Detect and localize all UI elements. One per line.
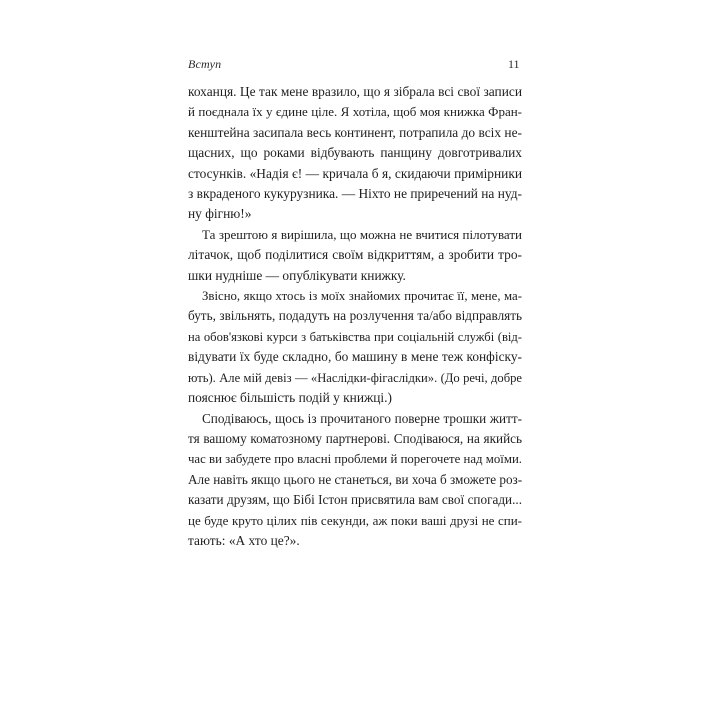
text-line: Сподіваюсь, щось із прочитаного поверне трошки житт- — [202, 410, 522, 426]
text-line: буть, звільнять, подадуть на розлучення та/або відправлять — [188, 308, 522, 324]
text-line: з вкраденого кукурузника. — Ніхто не приречений на нуд- — [188, 186, 522, 202]
text-line: тя вашому коматозному партнерові. Сподіваюся, на якийсь — [188, 430, 522, 446]
text-line: пояснює більшість подій у книжці.) — [188, 390, 392, 406]
paragraph — [188, 409, 522, 552]
text-line: Та зрештою я вирішила, що можна не вчитися пілотувати — [202, 226, 522, 242]
text-line: стосунків. «Надія є! — кричала б я, скидаючи примірники — [188, 165, 522, 181]
paragraph — [188, 82, 522, 225]
running-head: Вступ — [188, 57, 222, 71]
text-line: час ви забудете про власні проблеми й порегочете над моїми. — [188, 452, 522, 467]
text-line: на обов'язкові курси з батьківства при соціальній службі (від- — [188, 329, 522, 344]
text-line: коханця. Це так мене вразило, що я зібрала всі свої записи — [188, 84, 522, 99]
text-line: щасних, що роками відбувають панщину довготривалих — [188, 145, 522, 161]
text-line: Але навіть якщо цього не станеться, ви хоча б зможете роз- — [188, 471, 523, 487]
body-text — [188, 82, 522, 551]
text-line: літачок, щоб поділитися своїм відкриттям, а зробити тро- — [188, 247, 522, 263]
text-line: казати друзям, що Бібі Істон присвятила вам свої спогади... — [188, 492, 522, 508]
text-line: це буде круто цілих пів секунди, аж поки ваші друзі не спи- — [188, 512, 522, 528]
text-line: шки нудніше — опублікувати книжку. — [188, 267, 406, 283]
page-number: 11 — [508, 57, 520, 71]
text-line: ну фігню!» — [188, 206, 252, 222]
text-line: Звісно, якщо хтось із моїх знайомих прочитає її, мене, ма- — [202, 289, 522, 304]
text-line: ють). Але мій девіз — «Наслідки-фігаслідки». (До речі, добре — [188, 370, 522, 385]
text-line: відувати їх буде складно, бо машину в мене теж конфіску- — [188, 349, 522, 365]
text-line: й поєднала їх у єдине ціле. Я хотіла, щоб моя книжка Фран- — [188, 104, 522, 120]
paragraph — [188, 286, 522, 408]
text-line: тають: «А хто це?». — [188, 532, 300, 548]
text-line: кенштейна засипала весь континент, потрапила до всіх не- — [188, 124, 522, 140]
paragraph — [188, 225, 522, 286]
